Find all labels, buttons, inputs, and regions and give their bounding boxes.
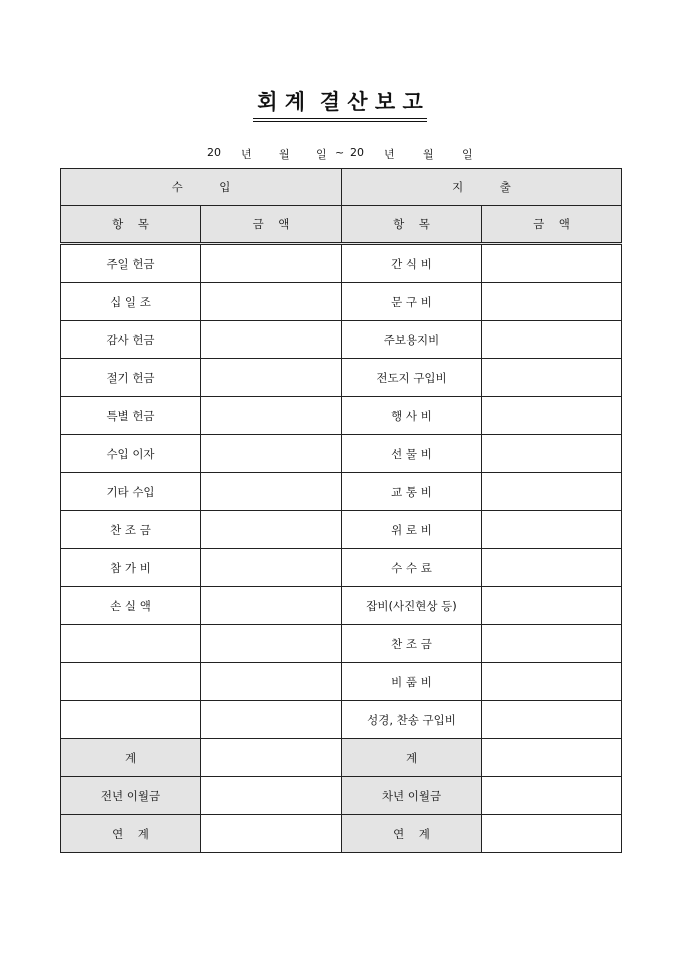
period-tilde: ~: [335, 146, 345, 159]
expense-amount-cell[interactable]: [482, 435, 622, 473]
expense-item-label: 성경, 찬송 구입비: [342, 701, 482, 739]
expense-grand-total-label: 연 계: [342, 815, 482, 853]
income-amount-cell[interactable]: [201, 663, 342, 701]
income-item-label: 수입 이자: [61, 435, 201, 473]
table-row: [61, 321, 622, 359]
expense-amount-cell[interactable]: [482, 283, 622, 321]
table-row: [61, 549, 622, 587]
income-item-label: 찬 조 금: [61, 511, 201, 549]
expense-item-label: 찬 조 금: [342, 625, 482, 663]
period-end-day-unit: 일: [462, 148, 473, 161]
table-row: [61, 244, 622, 283]
next-balance-amount[interactable]: [482, 777, 622, 815]
income-grand-total-label: 연 계: [61, 815, 201, 853]
expense-item-label: 주보용지비: [342, 321, 482, 359]
income-item-label: 감사 헌금: [61, 321, 201, 359]
expense-subtotal-amount[interactable]: [482, 739, 622, 777]
income-section-header: 수 입: [61, 169, 342, 206]
expense-item-label: 행 사 비: [342, 397, 482, 435]
expense-item-label: 위 로 비: [342, 511, 482, 549]
prev-balance-label: 전년 이월금: [61, 777, 201, 815]
income-item-label: 십 일 조: [61, 283, 201, 321]
period-end-year-unit: 년: [384, 148, 395, 161]
expense-item-label: 전도지 구입비: [342, 359, 482, 397]
table-row: [61, 663, 622, 701]
income-item-label: 주일 헌금: [61, 244, 201, 283]
expense-amount-cell[interactable]: [482, 701, 622, 739]
income-item-label: 손 실 액: [61, 587, 201, 625]
income-amount-cell[interactable]: [201, 397, 342, 435]
prev-balance-amount[interactable]: [201, 777, 342, 815]
expense-amount-cell[interactable]: [482, 549, 622, 587]
period-start-year: 20: [207, 146, 221, 159]
balance-row: [61, 777, 622, 815]
expense-amount-cell[interactable]: [482, 359, 622, 397]
document-title-text: 회 계 결 산 보 고: [253, 86, 427, 122]
income-amount-cell[interactable]: [201, 511, 342, 549]
income-item-label: 기타 수입: [61, 473, 201, 511]
income-item-label: [61, 625, 201, 663]
expense-amount-cell[interactable]: [482, 473, 622, 511]
subtotal-row: [61, 739, 622, 777]
expense-item-label: 잡비(사진현상 등): [342, 587, 482, 625]
period-start-day-unit: 일: [316, 148, 327, 161]
expense-item-label: 교 통 비: [342, 473, 482, 511]
income-amount-cell[interactable]: [201, 283, 342, 321]
expense-item-header: 항 목: [342, 206, 482, 244]
table-row: [61, 435, 622, 473]
income-subtotal-label: 계: [61, 739, 201, 777]
table-row: [61, 359, 622, 397]
income-amount-header: 금 액: [201, 206, 342, 244]
table-row: [61, 701, 622, 739]
income-amount-cell[interactable]: [201, 587, 342, 625]
income-amount-cell[interactable]: [201, 435, 342, 473]
period-end-year: 20: [350, 146, 364, 159]
income-amount-cell[interactable]: [201, 244, 342, 283]
document-title: [0, 86, 680, 122]
section-header-row: [61, 169, 622, 206]
table-row: [61, 397, 622, 435]
table-row: [61, 283, 622, 321]
expense-amount-cell[interactable]: [482, 663, 622, 701]
income-amount-cell[interactable]: [201, 701, 342, 739]
period-end-month-unit: 월: [423, 148, 434, 161]
expense-amount-cell[interactable]: [482, 397, 622, 435]
income-item-label: 참 가 비: [61, 549, 201, 587]
next-balance-label: 차년 이월금: [342, 777, 482, 815]
expense-item-label: 문 구 비: [342, 283, 482, 321]
grand-total-row: [61, 815, 622, 853]
table-row: [61, 625, 622, 663]
income-item-label: [61, 663, 201, 701]
expense-subtotal-label: 계: [342, 739, 482, 777]
period-start-month-unit: 월: [279, 148, 290, 161]
ledger-table: [60, 168, 622, 853]
income-amount-cell[interactable]: [201, 625, 342, 663]
income-item-label: 특별 헌금: [61, 397, 201, 435]
income-item-label: 절기 헌금: [61, 359, 201, 397]
table-row: [61, 587, 622, 625]
period-start-year-unit: 년: [241, 148, 252, 161]
income-item-label: [61, 701, 201, 739]
expense-item-label: 수 수 료: [342, 549, 482, 587]
expense-amount-cell[interactable]: [482, 244, 622, 283]
expense-section-header: 지 출: [342, 169, 622, 206]
income-amount-cell[interactable]: [201, 321, 342, 359]
expense-amount-header: 금 액: [482, 206, 622, 244]
income-amount-cell[interactable]: [201, 473, 342, 511]
income-subtotal-amount[interactable]: [201, 739, 342, 777]
expense-item-label: 간 식 비: [342, 244, 482, 283]
expense-amount-cell[interactable]: [482, 321, 622, 359]
expense-grand-total-amount[interactable]: [482, 815, 622, 853]
expense-amount-cell[interactable]: [482, 625, 622, 663]
expense-item-label: 비 품 비: [342, 663, 482, 701]
expense-item-label: 선 물 비: [342, 435, 482, 473]
income-amount-cell[interactable]: [201, 359, 342, 397]
expense-amount-cell[interactable]: [482, 511, 622, 549]
income-amount-cell[interactable]: [201, 549, 342, 587]
table-row: [61, 511, 622, 549]
table-row: [61, 473, 622, 511]
income-item-header: 항 목: [61, 206, 201, 244]
expense-amount-cell[interactable]: [482, 587, 622, 625]
income-grand-total-amount[interactable]: [201, 815, 342, 853]
column-header-row: [61, 206, 622, 244]
